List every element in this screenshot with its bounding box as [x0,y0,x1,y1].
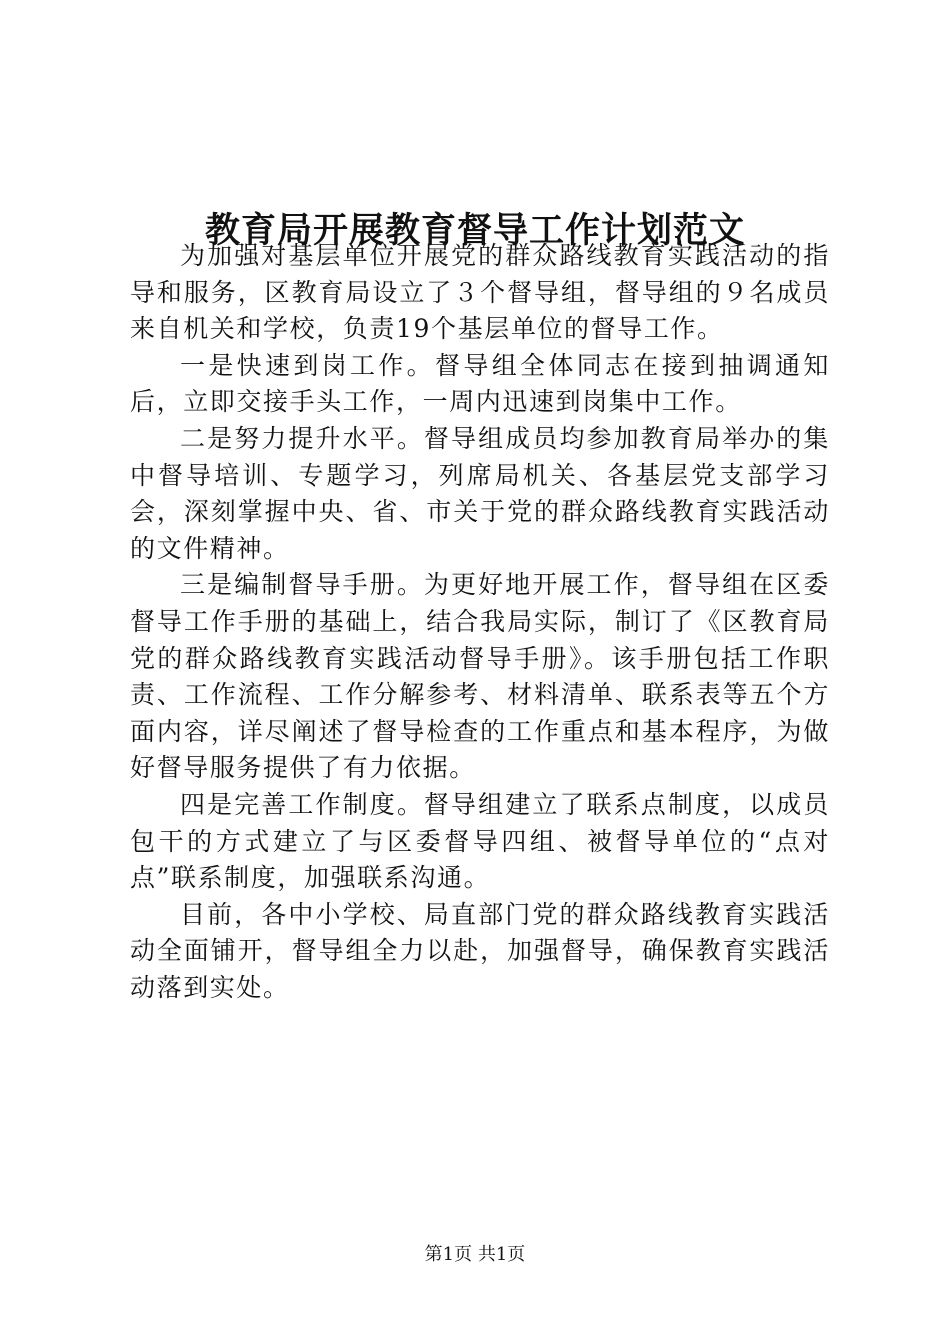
paragraph-point-four: 四是完善工作制度。督导组建立了联系点制度，以成员包干的方式建立了与区委督导四组、被督导单位的“点对点”联系制度，加强联系沟通。 [130,789,830,893]
page-footer: 第1页 共1页 [424,1244,526,1265]
paragraph-point-one: 一是快速到岗工作。督导组全体同志在接到抽调通知后，立即交接手头工作，一周内迅速到岗集中工作。 [130,350,830,417]
paragraph-point-three: 三是编制督导手册。为更好地开展工作，督导组在区委督导工作手册的基础上，结合我局实际，制订了《区教育局党的群众路线教育实践活动督导手册》。该手册包括工作职责、工作流程、工作分解参考、材料清单、联系表等五个方面内容，详尽阐述了督导检查的工作重点和基本程序，为做好督导服务提供了有力依据。 [130,570,830,783]
paragraph-intro: 为加强对基层单位开展党的群众路线教育实践活动的指导和服务，区教育局设立了３个督导组，督导组的９名成员来自机关和学校，负责19个基层单位的督导工作。 [130,241,830,344]
document-body [130,238,830,1006]
document-title: 教育局开展教育督导工作计划范文 [204,210,745,252]
paragraph-conclusion: 目前，各中小学校、局直部门党的群众路线教育实践活动全面铺开，督导组全力以赴，加强督导，确保教育实践活动落到实处。 [130,899,830,1002]
paragraph-point-two: 二是努力提升水平。督导组成员均参加教育局举办的集中督导培训、专题学习，列席局机关、各基层党支部学习会，深刻掌握中央、省、市关于党的群众路线教育实践活动的文件精神。 [130,423,830,563]
